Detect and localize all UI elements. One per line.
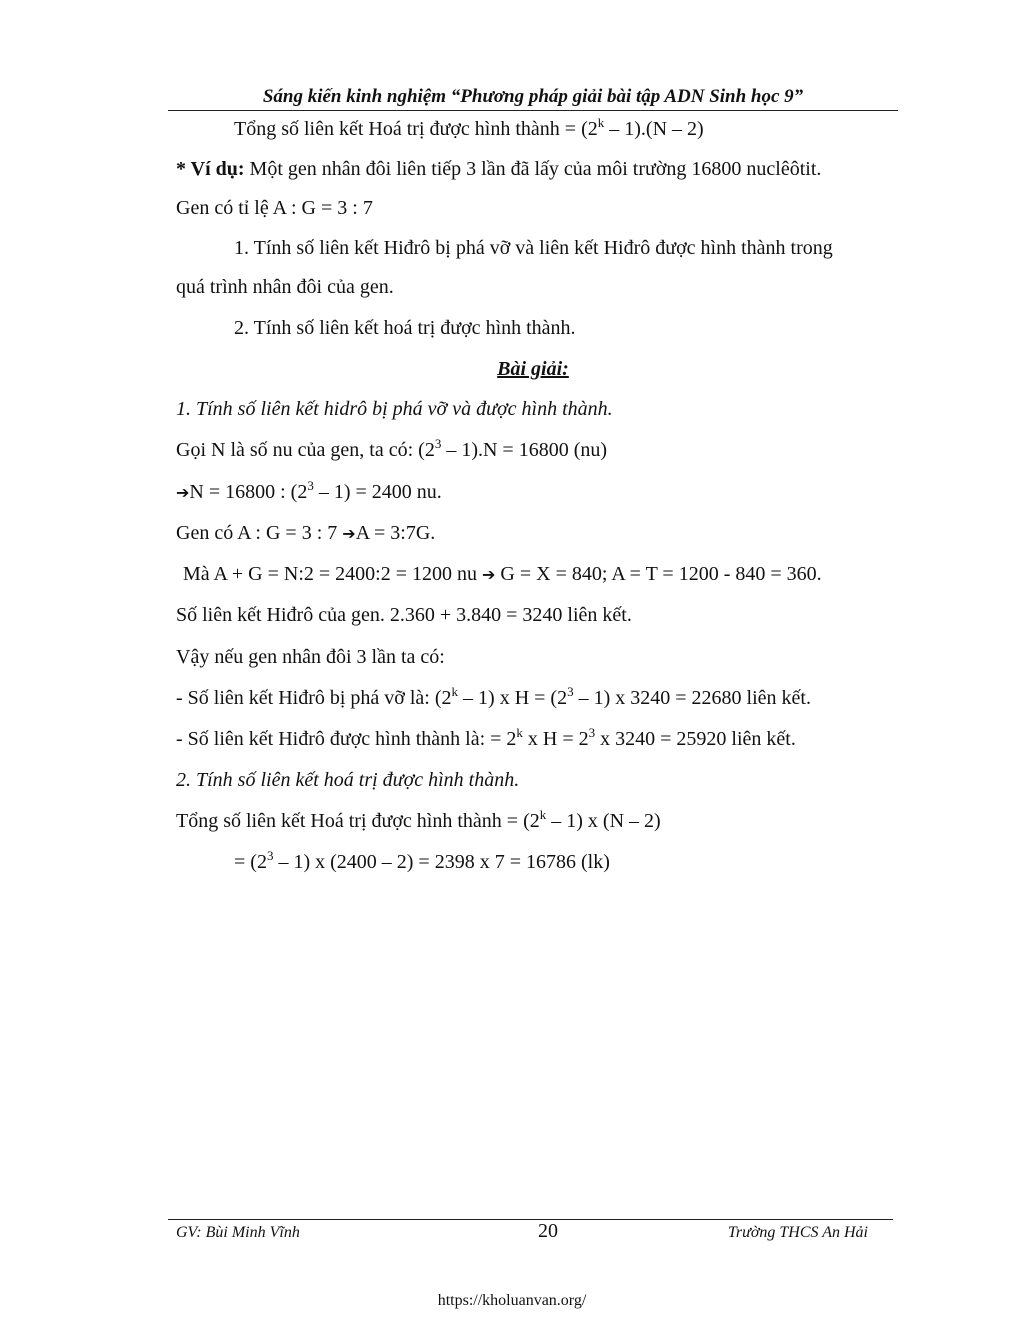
page-header-title: Sáng kiến kinh nghiệm “Phương pháp giải bài tập ADN Sinh học 9” xyxy=(262,86,804,107)
footer-school: Trường THCS An Hải xyxy=(727,1224,868,1241)
example-label: * Ví dụ: xyxy=(176,158,245,180)
ag-sum-line: Mà A + G = N:2 = 2400:2 = 1200 nu ➔ G = X = 840; A = T = 1200 - 840 = 360. xyxy=(183,563,822,585)
if-three-line: Vậy nếu gen nhân đôi 3 lần ta có: xyxy=(176,646,445,668)
ag-ratio-line: Gen có A : G = 3 : 7 ➔A = 3:7G. xyxy=(176,522,436,544)
source-url[interactable]: https://kholuanvan.org/ xyxy=(437,1292,587,1309)
formula-bottom: Tổng số liên kết Hoá trị được hình thành = $(2^k - 1)$ x (N – 2) xyxy=(176,807,661,832)
footer-author: GV: Bùi Minh Vĩnh xyxy=(176,1224,300,1241)
arrow-icon: ➔ xyxy=(176,483,190,502)
arrow-icon: ➔ xyxy=(482,565,496,584)
ratio-line: Gen có tỉ lệ A : G = 3 : 7 xyxy=(176,197,373,219)
result-line: = $(2^3 - 1)$ x (2400 – 2) = 2398 x 7 = 16786 (lk) xyxy=(234,848,610,873)
formula-top: Tổng số liên kết Hoá trị được hình thành = $(2^k - 1).(N - 2)$ xyxy=(234,115,704,140)
question-1-line-1: 1. Tính số liên kết Hiđrô bị phá vỡ và liên kết Hiđrô được hình thành trong xyxy=(234,237,833,259)
formed-bonds-line: - Số liên kết Hiđrô được hình thành là: = $2^k$ x $H = 2^3$ x 3240 = 25920 liên kết. xyxy=(176,725,796,750)
question-1-line-2: quá trình nhân đôi của gen. xyxy=(176,276,394,298)
arrow-icon: ➔ xyxy=(342,524,356,543)
n-value-line: ➔N = 16800 : $(2^3 - 1) = 2400$ nu. xyxy=(176,478,442,503)
solution-title: Bài giải: xyxy=(497,358,569,380)
header-divider xyxy=(168,110,898,111)
example-line: * Ví dụ: Một gen nhân đôi liên tiếp 3 lần đã lấy của môi trường 16800 nuclêôtit. xyxy=(176,158,822,180)
part-1-heading: 1. Tính số liên kết hidrô bị phá vỡ và được hình thành. xyxy=(176,398,613,420)
question-2: 2. Tính số liên kết hoá trị được hình thành. xyxy=(234,317,576,339)
page-number: 20 xyxy=(538,1220,558,1242)
call-n-line: Gọi N là số nu của gen, ta có: $(2^3 - 1).N = 16800$ (nu) xyxy=(176,436,608,461)
broken-bonds-line: - Số liên kết Hiđrô bị phá vỡ là: (2$^k$ – 1) x $H = (2^3 - 1)$ x 3240 = 22680 liên kết. xyxy=(176,684,811,709)
part-2-heading: 2. Tính số liên kết hoá trị được hình thành. xyxy=(176,769,520,791)
h-bonds-line: Số liên kết Hiđrô của gen. 2.360 + 3.840 = 3240 liên kết. xyxy=(176,604,632,626)
